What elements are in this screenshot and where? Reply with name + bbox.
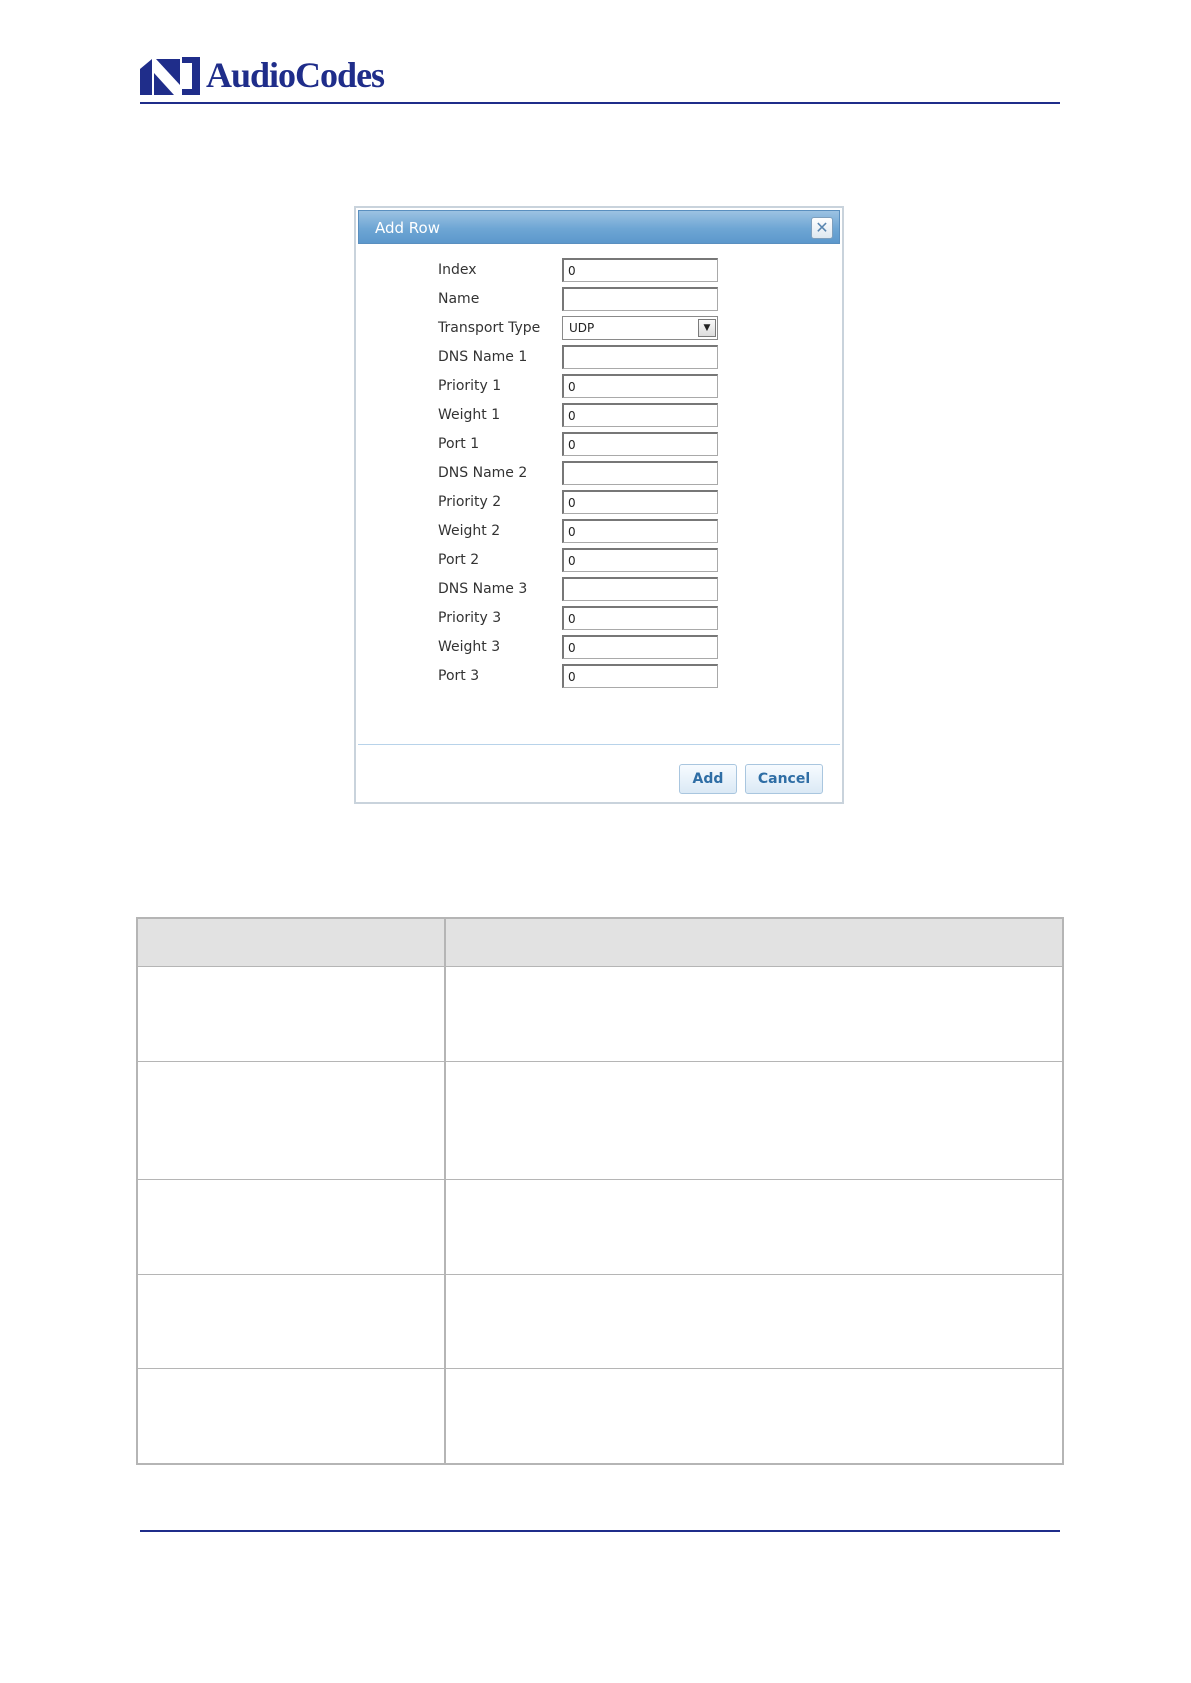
transport-type-value: UDP [569,321,595,335]
priority-2-label: Priority 2 [438,494,502,510]
brand-name: AudioCodes [206,55,385,95]
priority-1-label: Priority 1 [438,378,502,394]
weight-3-input[interactable] [562,635,718,659]
priority-3-label: Priority 3 [438,610,502,626]
table-header [138,919,1062,967]
priority-3-input[interactable] [562,606,718,630]
form-row-priority-2 [356,490,842,514]
form-row-priority-3 [356,606,842,630]
form-row-weight-2 [356,519,842,543]
dns-name-3-input[interactable] [562,577,718,601]
cancel-button[interactable]: Cancel [745,764,823,794]
form-row-port-1 [356,432,842,456]
form-row-port-3 [356,664,842,688]
transport-type-select[interactable] [562,316,718,340]
port-1-input[interactable] [562,432,718,456]
form-row-dns-name-2 [356,461,842,485]
form-row-index [356,258,842,282]
table-row-divider [138,1179,1062,1180]
form-row-transport-type [356,316,842,340]
weight-1-input[interactable] [562,403,718,427]
name-label: Name [438,291,480,307]
add-button[interactable]: Add [679,764,737,794]
name-input[interactable] [562,287,718,311]
weight-1-label: Weight 1 [438,407,501,423]
chevron-down-icon[interactable]: ▼ [698,319,716,337]
priority-1-input[interactable] [562,374,718,398]
close-button[interactable] [811,217,833,239]
port-3-input[interactable] [562,664,718,688]
form-row-weight-3 [356,635,842,659]
table-row-divider [138,1368,1062,1369]
form-row-weight-1 [356,403,842,427]
add-row-dialog [354,206,844,804]
table-column-divider [444,919,446,1463]
table-row-divider [138,1274,1062,1275]
form-row-name [356,287,842,311]
parameter-table [136,917,1064,1465]
close-icon: ✕ [815,218,829,237]
weight-2-input[interactable] [562,519,718,543]
footer-rule [140,1530,1060,1532]
dns-name-3-label: DNS Name 3 [438,581,528,597]
table-row-divider [138,1061,1062,1062]
port-2-input[interactable] [562,548,718,572]
dialog-titlebar[interactable] [358,210,840,244]
weight-2-label: Weight 2 [438,523,501,539]
dns-name-1-input[interactable] [562,345,718,369]
dns-name-2-label: DNS Name 2 [438,465,528,481]
form-row-port-2 [356,548,842,572]
dns-name-2-input[interactable] [562,461,718,485]
dns-name-1-label: DNS Name 1 [438,349,528,365]
header-rule [140,102,1060,104]
dialog-footer-divider [358,744,840,745]
index-label: Index [438,262,477,278]
form-row-dns-name-3 [356,577,842,601]
form-row-priority-1 [356,374,842,398]
dialog-title: Add Row [375,219,441,237]
port-2-label: Port 2 [438,552,480,568]
port-3-label: Port 3 [438,668,480,684]
audiocodes-logo-icon [140,55,200,95]
transport-type-label: Transport Type [438,320,541,336]
index-input[interactable] [562,258,718,282]
priority-2-input[interactable] [562,490,718,514]
weight-3-label: Weight 3 [438,639,501,655]
brand-logo [140,54,384,96]
form-row-dns-name-1 [356,345,842,369]
port-1-label: Port 1 [438,436,480,452]
